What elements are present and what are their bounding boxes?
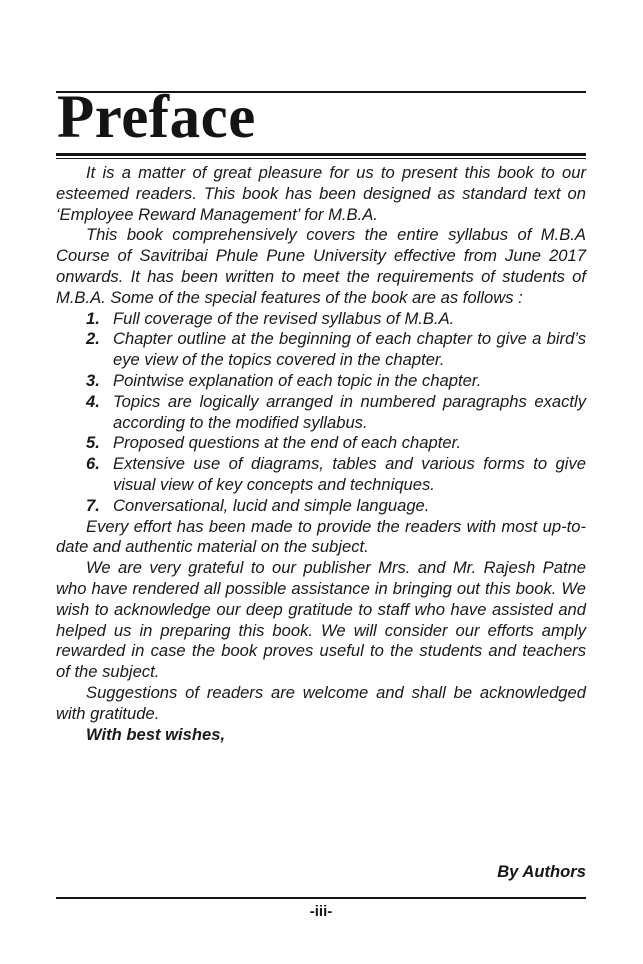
title-underline-thin [56, 158, 586, 159]
page-number: -iii- [309, 903, 333, 920]
feature-number: 6. [86, 454, 100, 474]
feature-text: Full coverage of the revised syllabus of M.B.A. [113, 308, 455, 328]
byline: By Authors [497, 862, 586, 881]
feature-item [56, 392, 586, 434]
feature-item [56, 329, 586, 371]
bottom-rule [56, 897, 586, 899]
closing-paragraph-3: Suggestions of readers are welcome and shall be acknowledged with gratitude. [56, 682, 586, 723]
page-title: Preface [57, 84, 256, 151]
feature-text: Extensive use of diagrams, tables and various forms to give visual view of key concepts and techniques. [113, 454, 586, 494]
intro-paragraph-1: It is a matter of great pleasure for us to present this book to our esteemed readers. This book has been designed as standard text on ‘Employee Reward Management’ for M.B.A. [56, 163, 586, 224]
feature-text: Conversational, lucid and simple language. [113, 495, 430, 515]
feature-number: 5. [86, 433, 100, 453]
feature-text: Chapter outline at the beginning of each chapter to give a bird’s eye view of the topics covered in the chapter. [113, 329, 586, 370]
preface-body [56, 163, 586, 745]
signoff: With best wishes, [86, 724, 226, 744]
feature-item [56, 433, 586, 454]
closing-paragraph-2: We are very grateful to our publisher Mrs. and Mr. Rajesh Patne who have rendered all possible assistance in bringing out this book. We wish to acknowledge our deep gratitude to staff who have assisted and helped us in preparing this book. We will consider our efforts amply rewarded in case the book proves useful to the students and teachers of the subject. [56, 558, 586, 682]
intro-paragraph-2: This book comprehensively covers the entire syllabus of M.B.A Course of Savitribai Phule Pune University effective from June 2017 onwards. It has been written to meet the requirements of students of M.B.A. Some of the special features of the book are as follows : [56, 225, 586, 307]
feature-text: Topics are logically arranged in numbered paragraphs exactly according to the modified syllabus. [113, 391, 586, 432]
feature-number: 4. [86, 391, 100, 411]
feature-item [56, 371, 586, 392]
feature-number: 2. [86, 329, 100, 349]
feature-item [56, 454, 586, 496]
feature-number: 3. [86, 370, 100, 390]
feature-number: 7. [86, 495, 100, 515]
feature-text: Proposed questions at the end of each chapter. [113, 433, 462, 453]
feature-number: 1. [86, 308, 100, 328]
feature-item [56, 496, 586, 517]
features-list [56, 309, 586, 517]
preface-page [56, 0, 586, 964]
closing-paragraph-1: Every effort has been made to provide the readers with most up-to-date and authentic material on the subject. [56, 516, 586, 557]
feature-item [56, 309, 586, 330]
title-underline-thick [56, 153, 586, 156]
feature-text: Pointwise explanation of each topic in the chapter. [113, 370, 482, 390]
